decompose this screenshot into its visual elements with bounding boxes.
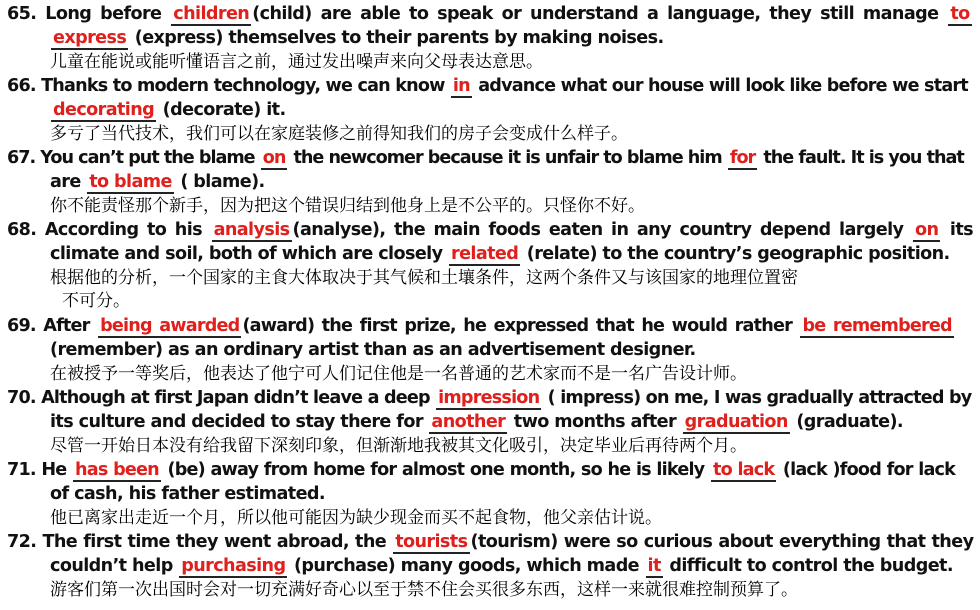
item-70-l1 (7, 386, 972, 410)
answer-blank: on (262, 148, 286, 168)
item-67-l1 (7, 146, 972, 170)
answer-blank: in (452, 76, 470, 96)
item-69-l2 (50, 338, 972, 362)
item-69-l1 (7, 314, 972, 338)
item-66-l2 (50, 98, 972, 122)
chinese-translation: 儿童在能说或能听懂语言之前，通过发出噪声来向父母表达意思。 (50, 52, 543, 72)
sentence-text: (be) away from home for almost one month, so he is likely (161, 460, 710, 480)
answer-blank: being awarded (100, 316, 240, 336)
item-number: 71. (7, 460, 42, 480)
answer-blank: another (431, 412, 506, 432)
item-number: 66. (7, 76, 42, 96)
sentence-text: (tourism) were so curious about everything that they (470, 532, 974, 552)
answer-blank: tourists (395, 532, 468, 552)
item-65-l2 (50, 26, 972, 50)
answer-blank: has been (75, 460, 159, 480)
answer-blank: to blame (89, 172, 172, 192)
answer-blank: children (173, 4, 250, 24)
item-number: 67. (7, 148, 41, 168)
sentence-text: are (50, 172, 87, 192)
item-66-l1 (7, 74, 972, 98)
item-72-l2 (50, 554, 972, 578)
sentence-text: of cash, his father estimated. (50, 484, 325, 504)
sentence-text: He (41, 460, 73, 480)
answer-blank: analysis (213, 220, 290, 240)
item-67-l2 (50, 170, 972, 194)
sentence-text: the fault. It is you that (758, 148, 964, 168)
sentence-text: ( blame). (174, 172, 265, 192)
sentence-text: its culture and decided to stay there for (50, 412, 429, 432)
sentence-text: According to his (44, 220, 211, 240)
sentence-text: climate and soil, both of which are closely (50, 244, 448, 264)
answer-blank: be remembered (802, 316, 952, 336)
answer-blank: to lack (712, 460, 775, 480)
sentence-text: Although at first Japan didn’t leave a deep (41, 388, 436, 408)
item-71-l2 (50, 482, 972, 506)
sentence-text: The first time they went abroad, the (42, 532, 393, 552)
sentence-text: the newcomer because it is unfair to blame him (288, 148, 727, 168)
sentence-text: (child) are able to speak or understand a language, they still manage (252, 4, 948, 24)
sentence-text: (remember) as an ordinary artist than as an advertisement designer. (50, 340, 696, 360)
chinese-translation: 他已离家出走近一个月，所以他可能因为缺少现金而买不起食物，他父亲估计说。 (50, 508, 662, 528)
sentence-text: its (941, 220, 974, 240)
sentence-text: (decorate) it. (157, 100, 286, 120)
item-number: 70. (7, 388, 42, 408)
chinese-translation: 你不能责怪那个新手，因为把这个错误归结到他身上是不公平的。只怪你不好。 (50, 196, 645, 216)
sentence-text: (express) themselves to their parents by making noises. (129, 28, 664, 48)
item-number: 72. (7, 532, 43, 552)
sentence-text: (purchase) many goods, which made (288, 556, 645, 576)
sentence-text: Long before (45, 4, 171, 24)
item-68-l2 (50, 242, 972, 266)
sentence-text: ( impress) on me, I was gradually attracted by (542, 388, 972, 408)
answer-blank: it (647, 556, 661, 576)
answer-blank: impression (438, 388, 540, 408)
sentence-text: couldn’t help (50, 556, 179, 576)
item-68-l1 (7, 218, 972, 242)
chinese-translation: 多亏了当代技术，我们可以在家庭装修之前得知我们的房子会变成什么样子。 (50, 124, 628, 144)
item-70-l2 (50, 410, 972, 434)
item-number: 68. (7, 220, 45, 240)
answer-blank: purchasing (181, 556, 286, 576)
chinese-translation: 游客们第一次出国时会对一切充满好奇心以至于禁不住会买很多东西，这样一来就很难控制预算了。 (50, 580, 798, 600)
sentence-text: advance what our house will look like before we start (472, 76, 968, 96)
item-65-l1 (7, 2, 972, 26)
answer-blank: on (914, 220, 939, 240)
chinese-translation: 尽管一开始日本没有给我留下深刻印象，但渐渐地我被其文化吸引，决定毕业后再待两个月。 (50, 436, 747, 456)
sentence-text: After (43, 316, 98, 336)
item-71-l1 (7, 458, 972, 482)
item-72-l1 (7, 530, 972, 554)
chinese-translation: 不可分。 (62, 291, 130, 311)
answer-blank: express (53, 28, 127, 48)
chinese-translation: 在被授予一等奖后，他表达了他宁可人们记住他是一名普通的艺术家而不是一名广告设计师。 (50, 364, 747, 384)
item-number: 69. (7, 316, 44, 336)
sentence-text: (graduate). (790, 412, 903, 432)
answer-blank: to (950, 4, 970, 24)
sentence-text: Thanks to modern technology, we can know (41, 76, 450, 96)
answer-blank: decorating (53, 100, 155, 120)
sentence-text: (lack )food for lack (777, 460, 956, 480)
answer-blank: graduation (684, 412, 788, 432)
sentence-text: (analyse), the main foods eaten in any country depend largely (292, 220, 912, 240)
sentence-text: (award) the first prize, he expressed that he would rather (242, 316, 800, 336)
sentence-text: difficult to control the budget. (663, 556, 953, 576)
answer-blank: related (451, 244, 519, 264)
chinese-translation: 根据他的分析，一个国家的主食大体取决于其气候和土壤条件，这两个条件又与该国家的地理位置密 (50, 268, 798, 288)
sentence-text: two months after (508, 412, 682, 432)
sentence-text: You can’t put the blame (40, 148, 260, 168)
answer-blank: for (729, 148, 756, 168)
item-number: 65. (7, 4, 46, 24)
sentence-text: (relate) to the country’s geographic position. (521, 244, 950, 264)
